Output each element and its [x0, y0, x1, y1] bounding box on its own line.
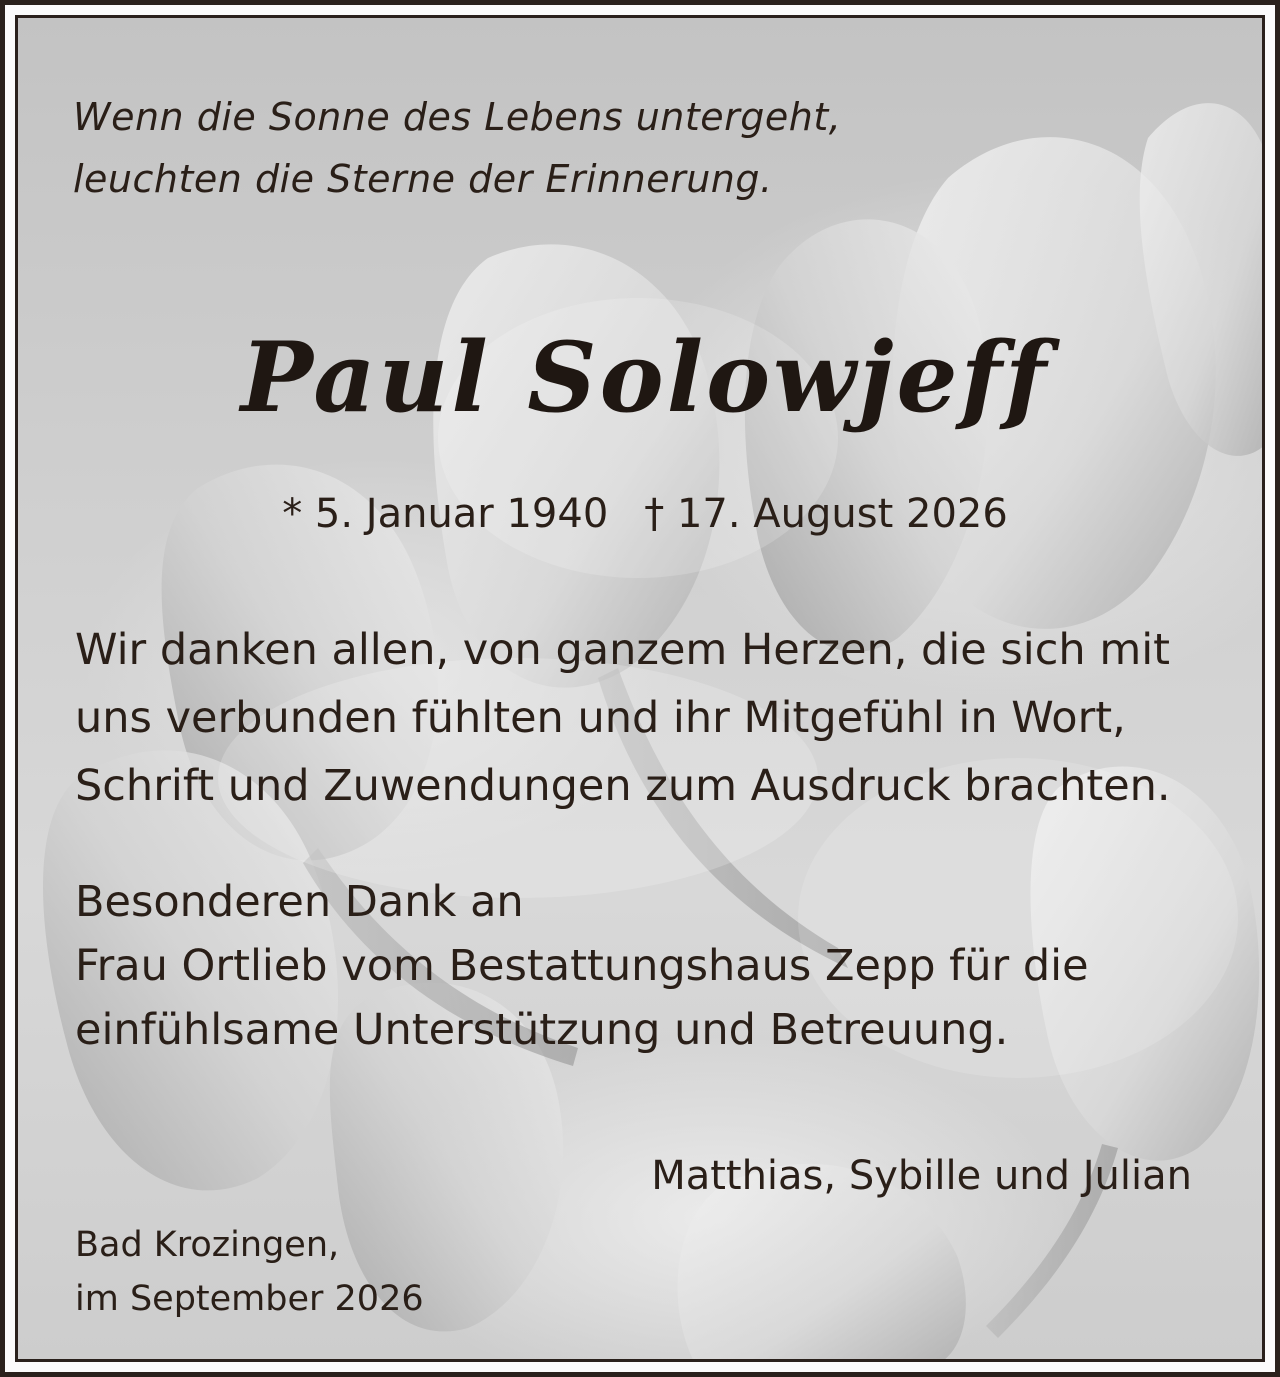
- life-dates: [18, 484, 1265, 544]
- thanks-line-1: Wir danken allen, von ganzem Herzen, die sich mit: [75, 625, 1171, 675]
- family-signature: Matthias, Sybille und Julian: [651, 1153, 1192, 1199]
- deceased-name: Paul Solowjeff: [240, 321, 1050, 434]
- motto-line-2: leuchten die Sterne der Erinnerung.: [73, 157, 773, 201]
- notice-frame: [15, 15, 1265, 1362]
- special-thanks-line-1: Besonderen Dank an: [75, 877, 524, 927]
- motto-line-1: Wenn die Sonne des Lebens untergeht,: [73, 95, 842, 139]
- special-thanks-line-3: einfühlsame Unterstützung und Betreuung.: [75, 1005, 1009, 1055]
- special-thanks-paragraph: [75, 870, 1089, 1062]
- date-line: im September 2026: [75, 1279, 424, 1319]
- thanks-paragraph: [75, 616, 1171, 820]
- place-line: Bad Krozingen,: [75, 1225, 340, 1265]
- thanks-line-3: Schrift und Zuwendungen zum Ausdruck brachten.: [75, 761, 1171, 811]
- special-thanks-line-2: Frau Ortlieb vom Bestattungshaus Zepp für die: [75, 941, 1089, 991]
- place-and-date: [75, 1218, 424, 1326]
- motto-quote: [73, 86, 841, 210]
- thanks-line-2: uns verbunden fühlten und ihr Mitgefühl in Wort,: [75, 693, 1126, 743]
- death-date: † 17. August 2026: [644, 491, 1008, 537]
- birth-date: * 5. Januar 1940: [282, 491, 609, 537]
